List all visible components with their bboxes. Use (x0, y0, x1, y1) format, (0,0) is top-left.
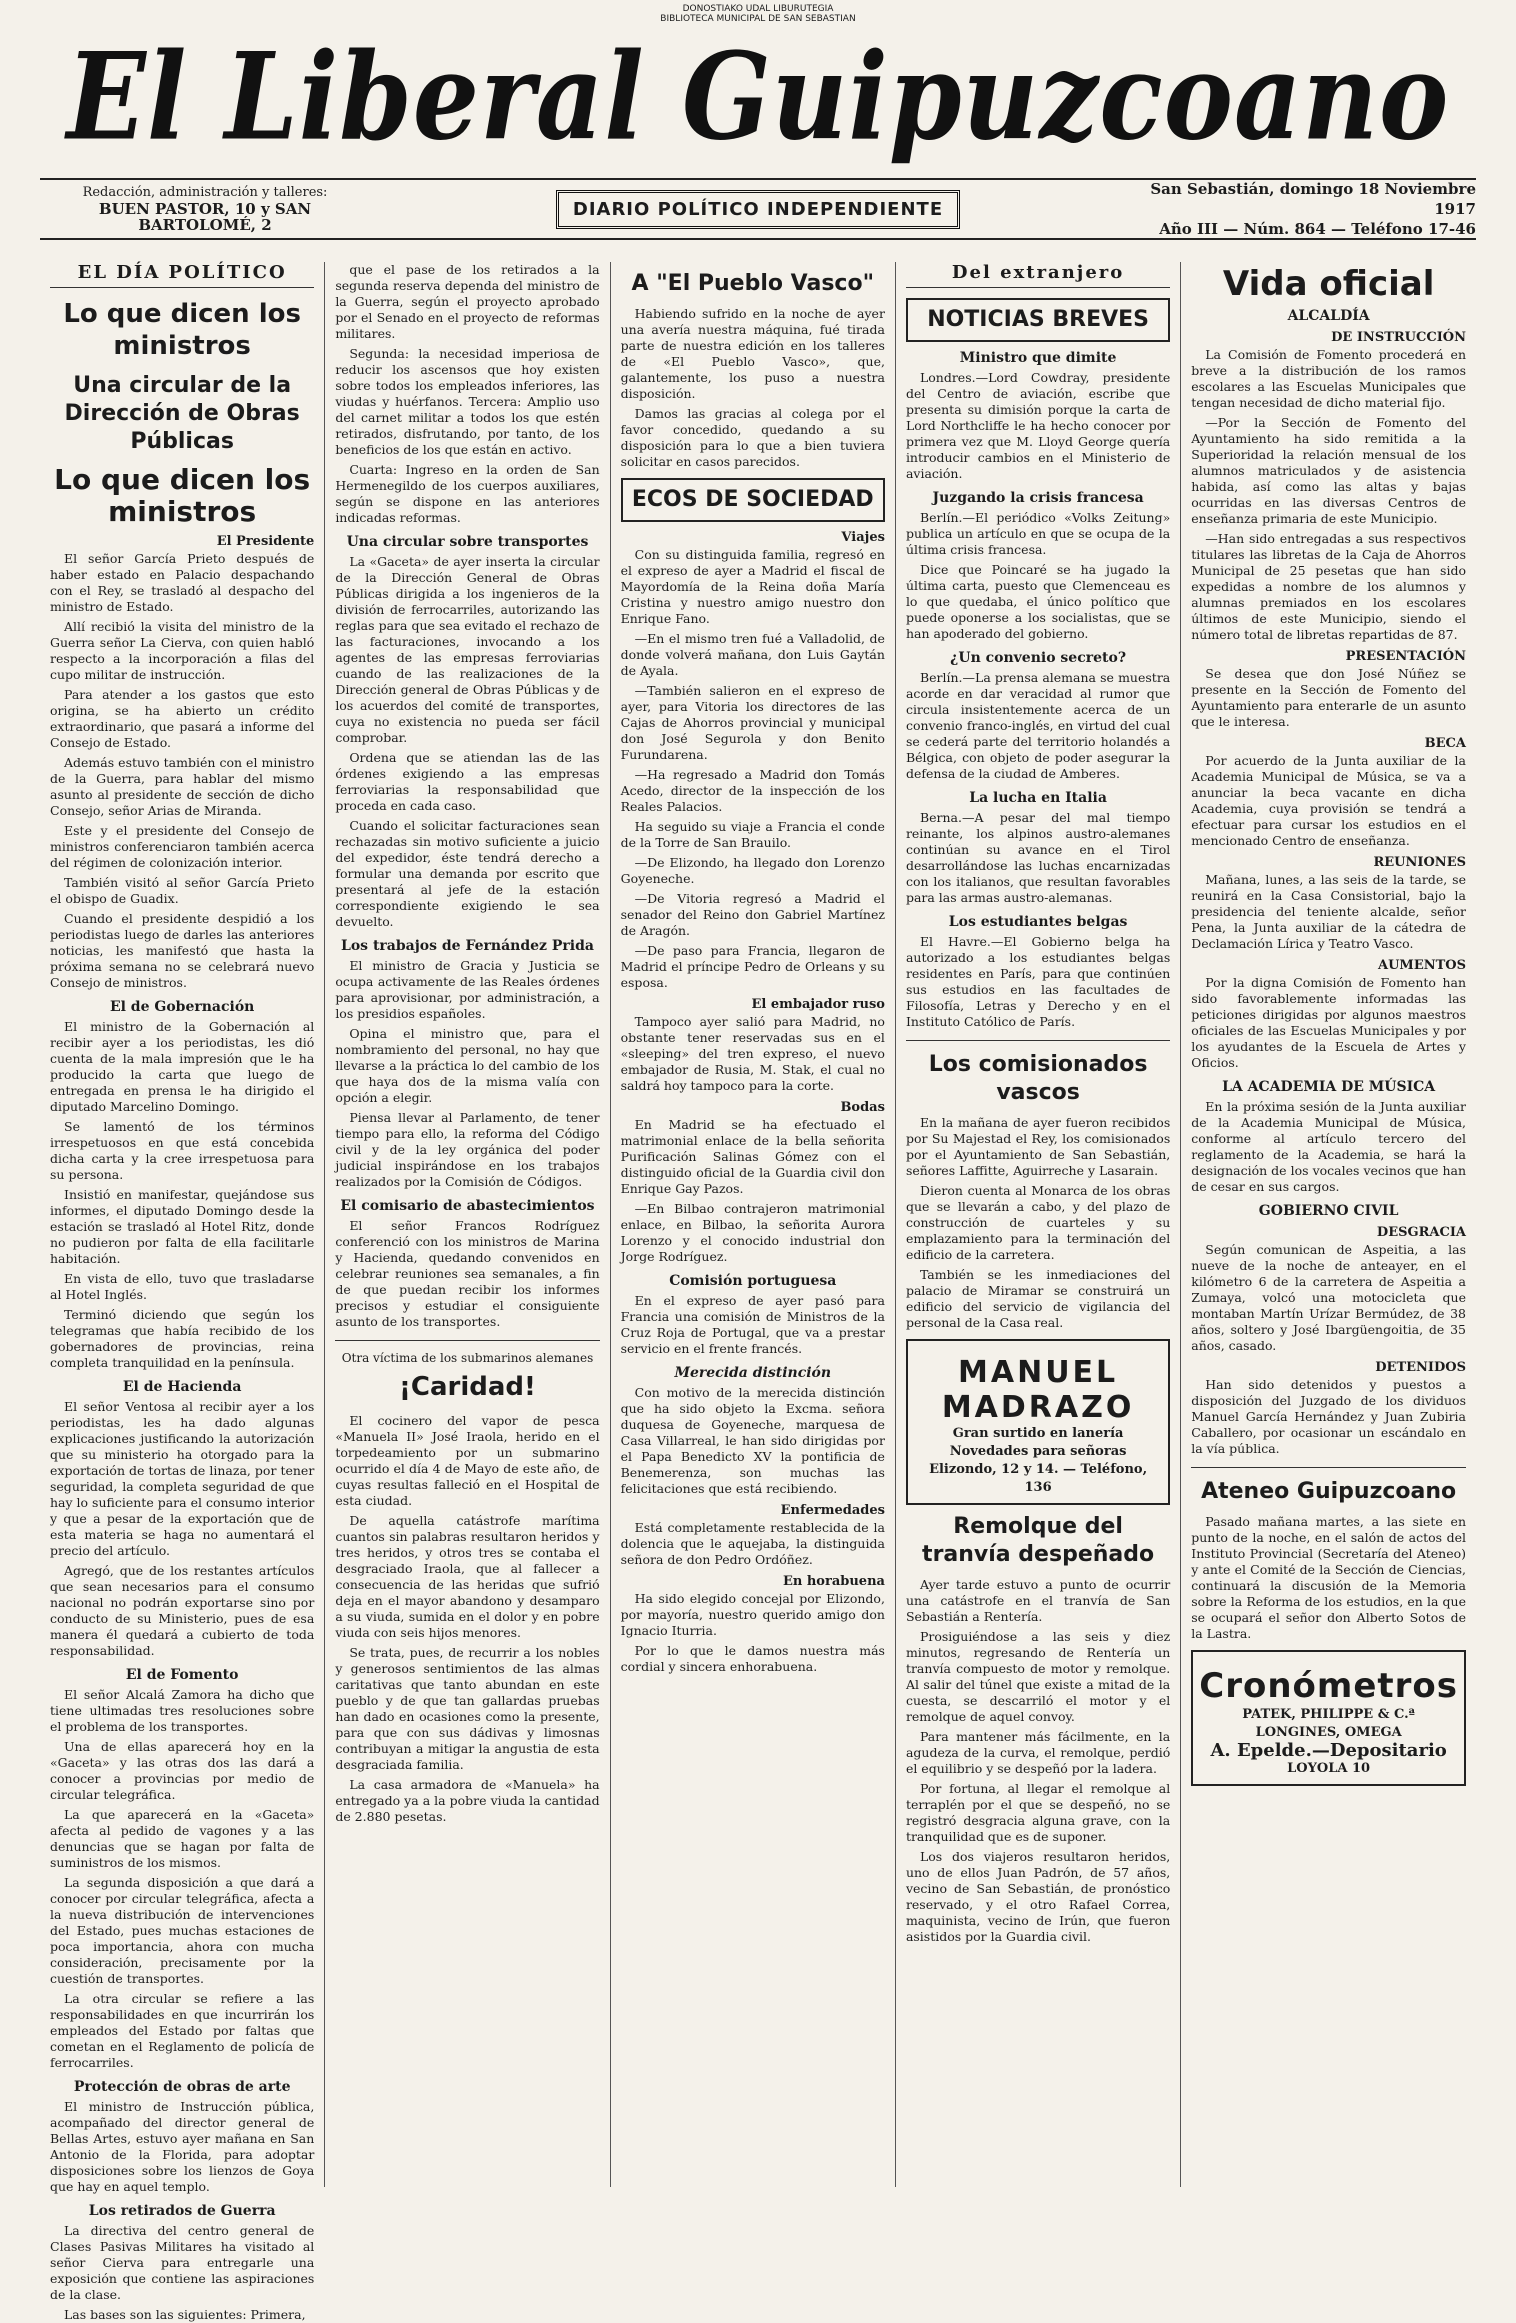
paragraph: Dice que Poincaré se ha jugado la última carta, puesto que Clemenceau es lo que quedaba, el único político que puede oponerse a los socialistas, que se han apoderado del gobierno. (905, 562, 1171, 641)
ad-line: Elizondo, 12 y 14. — Teléfono, 136 (929, 1462, 1148, 1495)
subheading: El comisario de abastecimientos (340, 1198, 595, 1214)
paragraph: En vista de ello, tuvo que trasladarse al Hotel Inglés. (50, 1271, 315, 1302)
advertisement-madrazo (906, 1339, 1170, 1505)
column-3 (611, 262, 896, 2187)
paragraph: Este y el presidente del Consejo de ministros conferenciaron también acerca del régimen de colonización interior. (50, 823, 315, 870)
paragraph: También se les inmediaciones del palacio de Miramar se construirá un edificio del servicio de vigilancia del personal de la Casa real. (905, 1267, 1171, 1330)
paragraph: Las bases son las siguientes: Primera, (64, 2307, 306, 2322)
political-tagline: DIARIO POLÍTICO INDEPENDIENTE (556, 190, 960, 229)
subheading: Los estudiantes belgas (948, 914, 1128, 930)
paragraph: Ordena que se atiendan las de las órdenes exigiendo a las empresas ferroviarias la responsabilidad que proceda en cada caso. (335, 750, 600, 813)
paragraph: Prosiguiéndose a las seis y diez minutos, regresando de Rentería un tranvía compuesto de motor y remolque. Al salir del túnel que existe a mitad de la cuesta, se descarriló el motor y el remolque de aquel convoy. (905, 1629, 1171, 1724)
headline: Lo que dicen los ministros (63, 299, 301, 361)
paragraph: La directiva del centro general de Clases Pasivas Militares ha visitado al señor Cierva para entregarle una exposición que contiene las aspiraciones de la clase. (50, 2223, 315, 2302)
headline: Lo que dicen los ministros (54, 463, 311, 528)
subheading: DE INSTRUCCIÓN (1331, 330, 1466, 345)
paragraph: —De Vitoria regresó a Madrid el senador del Reino don Gabriel Martínez de Aragón. (620, 891, 885, 938)
paragraph: —Por la Sección de Fomento del Ayuntamiento ha sido remitida a la Superioridad la relación mensual de los alumnos matriculados y de asistencia habida, así como las altas y bajas ocurridas en las diversas Centros de enseñanza primaria de este Municipio. (1191, 415, 1466, 526)
subheading: La lucha en Italia (969, 790, 1107, 806)
subheading: El Presidente (216, 534, 315, 549)
address-label: Redacción, administración y talleres: (82, 185, 328, 200)
ad-line: Novedades para señoras (949, 1444, 1127, 1459)
column-2 (325, 262, 610, 2187)
address-text: BUEN PASTOR, 10 y SAN BARTOLOMÉ, 2 (98, 200, 312, 234)
section-box (621, 478, 885, 522)
paragraph: Por la digna Comisión de Fomento han sido favorablemente informadas las peticiones dirigidas por algunos maestros oficiales de las Escuelas Municipales y por los ayudantes de la Escuela de Artes y Oficios. (1191, 975, 1466, 1070)
paragraph: Además estuvo también con el ministro de la Guerra, para hablar del mismo asunto al presidente de sección de dicho Consejo, señor Arias de Miranda. (50, 755, 315, 818)
divider (906, 1040, 1170, 1041)
paragraph: —De paso para Francia, llegaron de Madrid el príncipe Pedro de Orleans y su esposa. (620, 943, 885, 990)
issue-number: Año III — Núm. 864 — Teléfono 17-46 (1159, 220, 1476, 238)
address-block (40, 185, 370, 233)
ad-name: MANUEL MADRAZO (941, 1355, 1135, 1425)
paragraph: Se trata, pues, de recurrir a los nobles y generosos sentimientos de las almas caritativas que tanto abundan en este pueblo y de que tan gallardas pruebas han dado en ocasiones como la presente, para que con sus dádivas y limosnas contribuyan a mitigar la angustia de esta desgraciada familia. (335, 1645, 600, 1772)
subheading: GOBIERNO CIVIL (1258, 1203, 1399, 1219)
paragraph: Por lo que le damos nuestra más cordial y sincera enhorabuena. (620, 1643, 885, 1674)
subheading: El de Fomento (125, 1667, 239, 1683)
paragraph: Berna.—A pesar del mal tiempo reinante, los alpinos austro-alemanes continúan su avance en el Tirol desarrollándose las luchas encarnizadas con los italianos, que resultan favorables para las armas austro-alemanas. (905, 810, 1171, 905)
paragraph: Ha seguido su viaje a Francia el conde de la Torre de San Brauilo. (620, 819, 885, 850)
paragraph: Está completamente restablecida de la dolencia que le aquejaba, la distinguida señora de don Pedro Ordóñez. (620, 1520, 885, 1567)
paragraph: En la mañana de ayer fueron recibidos por Su Majestad el Rey, los comisionados por el Ayuntamiento de San Sebastián, señores Laffitte, Aguirreche y Lasarain. (905, 1115, 1171, 1178)
headline: A "El Pueblo Vasco" (631, 271, 875, 296)
paragraph: Para atender a los gastos que esto origina, se ha abierto un crédito extraordinario, que pasará a informe del Consejo de Estado. (50, 687, 315, 750)
headline: ECOS DE SOCIEDAD (631, 487, 874, 512)
subheading: Protección de obras de arte (73, 2079, 291, 2095)
paragraph: La «Gaceta» de ayer inserta la circular de la Dirección General de Obras Públicas dirigida a los ingenieros de la división de ferrocarriles, autorizando las reglas para que sea evitado el rechazo de las facturaciones, invocando a los agentes de las empresas ferroviarias cuando de las realizaciones de la Dirección general de Obras Públicas y de los acuerdos del comité de transportes, cuya no existencia no pueda ser fácil comprobar. (335, 554, 600, 745)
paragraph: Con su distinguida familia, regresó en el expreso de ayer a Madrid el fiscal de Mayordomía de la Reina doña María Cristina y nuestro amigo nuestro don Enrique Fano. (620, 547, 885, 626)
paragraph: El ministro de Instrucción pública, acompañado del director general de Bellas Artes, estuvo ayer mañana en San Antonio de la Florida, para adoptar disposiciones sobre los lienzos de Goya que hay en aquel templo. (50, 2099, 315, 2194)
subheading: DESGRACIA (1376, 1225, 1466, 1240)
subheading: El de Gobernación (109, 999, 255, 1015)
ad-line: PATEK, PHILIPPE & C.ª (1242, 1707, 1415, 1722)
info-bar (40, 178, 1476, 240)
paragraph: Dieron cuenta al Monarca de los obras que se llevarán a cabo, y del plazo de construcción de cuarteles y su emplazamiento para la terminación del edificio de la carretera. (905, 1183, 1171, 1262)
paragraph: El Havre.—El Gobierno belga ha autorizado a los estudiantes belgas residentes en París, para que continúen sus estudios en las facultades de Filosofía, Letras y Derecho y en el Instituto Católico de París. (905, 934, 1171, 1029)
subheading: Una circular sobre transportes (346, 534, 589, 550)
paragraph: —Han sido entregadas a sus respectivos titulares las libretas de la Caja de Ahorros Municipal de 25 pesetas que han sido expedidas a nombre de los alumnos y alumnas premiados en los escolares últimos de este Municipio, siendo el número total de libretas repartidas de 87. (1191, 531, 1466, 642)
paragraph: En Madrid se ha efectuado el matrimonial enlace de la bella señorita Purificación Salinas Gómez con el distinguido oficial de la Guardia civil don Enrique Gay Pazos. (620, 1117, 885, 1196)
paragraph: Por fortuna, al llegar el remolque al terraplén por el que se despeñó, no se registró desgracia alguna grave, con la tranquilidad que es de suponer. (905, 1781, 1171, 1844)
paragraph: La casa armadora de «Manuela» ha entregado ya a la pobre viuda la cantidad de 2.880 pesetas. (335, 1777, 600, 1824)
subheading: Los trabajos de Fernández Prida (341, 938, 594, 954)
column-5 (1181, 262, 1476, 2187)
subheading: ¿Un convenio secreto? (950, 650, 1127, 666)
paragraph: Damos las gracias al colega por el favor concedido, quedando a su disposición para lo que a bien tuviera solicitar en casos parecidos. (620, 406, 885, 469)
paragraph: Ha sido elegido concejal por Elizondo, por mayoría, nuestro querido amigo don Ignacio Iturria. (620, 1591, 885, 1638)
subheading: PRESENTACIÓN (1345, 649, 1466, 664)
subheading: Los retirados de Guerra (88, 2203, 276, 2219)
headline: Ateneo Guipuzcoano (1201, 1479, 1457, 1504)
paragraph: Berlín.—El periódico «Volks Zeitung» publica un artículo en que se ocupa de la última crisis francesa. (905, 510, 1171, 557)
ad-line: Gran surtido en lanería (952, 1426, 1124, 1441)
paragraph: Los dos viajeros resultaron heridos, uno de ellos Juan Padrón, de 57 años, vecino de San Sebastián, de pronóstico reservado, y el otro Rafael Correa, maquinista, vecino de Irún, que fueron asistidos por la Guardia civil. (905, 1849, 1171, 1944)
paragraph: —Ha regresado a Madrid don Tomás Acedo, director de la inspección de los Reales Palacios. (620, 767, 885, 814)
paragraph: Londres.—Lord Cowdray, presidente del Centro de aviación, escribe que presenta su dimisión porque la carta de Lord Northcliffe le ha hecho conocer por primera vez que M. Lloyd George quería introducir cambios en el Ministerio de aviación. (905, 370, 1171, 481)
headline: ¡Caridad! (399, 1372, 536, 1402)
paragraph: Cuando el solicitar facturaciones sean rechazadas sin motivo suficiente a juicio del expedidor, éste tendrá derecho a formular una demanda por escrito que presentará al jefe de la estación correspondiente exigiendo le sea devuelto. (335, 818, 600, 929)
section-title: EL DÍA POLÍTICO (50, 262, 314, 288)
paragraph: La segunda disposición a que dará a conocer por circular telegráfica, afecta a la nueva distribución de intervenciones del Estado, pues muchas estaciones de poca importancia, ahora con mucha consideración, precisamente por la cuestión de transportes. (50, 1875, 315, 1986)
ad-title: Cronómetros (1199, 1666, 1458, 1706)
advertisement-cronometros (1191, 1650, 1466, 1786)
paragraph: —De Elizondo, ha llegado don Lorenzo Goyeneche. (620, 855, 885, 886)
paragraph: La Comisión de Fomento procederá en breve a la distribución de los ramos escolares a las Escuelas Municipales que tengan necesidad de dicho material fijo. (1191, 347, 1466, 410)
subheading: BECA (1424, 736, 1466, 751)
subheading: Bodas (840, 1100, 885, 1115)
paragraph: —En el mismo tren fué a Valladolid, de donde volverá mañana, don Luis Gaytán de Ayala. (620, 631, 885, 678)
paragraph: El señor Ventosa al recibir ayer a los periodistas, les ha dado algunas explicaciones justificando la autorización que su ministerio ha otorgado para la exportación de tortas de linaza, por tener seguridad, la completa seguridad de que hay lo suficiente para el consumo interior y que a pesar de la exportación que de esta materia se haga no aumentará el precio del artículo. (50, 1399, 315, 1558)
divider (1191, 1467, 1466, 1468)
subheading: Comisión portuguesa (669, 1273, 837, 1289)
subheading: ALCALDÍA (1287, 308, 1370, 324)
paragraph: El señor Francos Rodríguez conferenció con los ministros de Marina y Hacienda, quedando convenidos en celebrar reuniones sea semanales, a fin de que puedan recibir los informes precisos y estudiar el consiguiente asunto de los transportes. (335, 1218, 600, 1329)
article-columns (40, 262, 1476, 2322)
paragraph: El ministro de Gracia y Justicia se ocupa activamente de las Reales órdenes para aprovisionar, por administración, a los presidios españoles. (335, 958, 600, 1021)
section-title: Del extranjero (906, 262, 1170, 288)
issue-date: San Sebastián, domingo 18 Noviembre 1917 (1150, 180, 1476, 218)
paragraph: El señor García Prieto después de haber estado en Palacio despachando con el Rey, se trasladó al despacho del ministro de Estado. (50, 551, 315, 614)
paragraph: Han sido detenidos y puestos a disposición del Juzgado de los dividuos Manuel García Hernández y Juan Zubiria Caballero, por ocasionar un escándalo en la vía pública. (1191, 1377, 1466, 1456)
headline: Vida oficial (1222, 264, 1435, 304)
masthead-title: El Liberal Guipuzcoano (66, 25, 1450, 168)
paragraph: También visitó al señor García Prieto el obispo de Guadix. (50, 875, 315, 906)
paragraph: —En Bilbao contrajeron matrimonial enlace, en Bilbao, la señorita Aurora Lorenzo y el conocido industrial don Jorge Rodríguez. (620, 1201, 885, 1264)
paragraph: Habiendo sufrido en la noche de ayer una avería nuestra máquina, fué tirada parte de nuestra edición en los talleres de «El Pueblo Vasco», que, galantemente, los puso a nuestra disposición. (620, 306, 885, 401)
subheading: Enfermedades (780, 1503, 885, 1518)
column-4 (896, 262, 1181, 2187)
headline: NOTICIAS BREVES (927, 307, 1149, 332)
headline: Remolque del tranvía despeñado (922, 1514, 1155, 1567)
paragraph: El ministro de la Gobernación al recibir ayer a los periodistas, les dió cuenta de la mala impresión que le ha producido la carta que luego de entregada en prensa le ha dirigido el diputado Marcelino Domingo. (50, 1019, 315, 1114)
subheading: Ministro que dimite (959, 350, 1117, 366)
paragraph: Berlín.—La prensa alemana se muestra acorde en dar veracidad al rumor que circula insistentemente acerca de un convenio franco-inglés, en virtud del cual se cederá parte del territorio holandés a Bélgica, con objeto de poder asegurar la defensa de la ciudad de Amberes. (905, 670, 1171, 781)
archive-stamp-line2: BIBLIOTECA MUNICIPAL DE SAN SEBASTIAN (660, 14, 856, 24)
box-caption: Otra víctima de los submarinos alemanes (341, 1351, 594, 1365)
paragraph: —También salieron en el expreso de ayer, para Vitoria los directores de las Cajas de Ahorros provincial y municipal don José Segurola y don Benito Furundarena. (620, 683, 885, 762)
headline: Los comisionados vascos (928, 1052, 1148, 1105)
paragraph: Se desea que don José Núñez se presente en la Sección de Fomento del Ayuntamiento para enterarle de un asunto que le interesa. (1191, 666, 1466, 729)
subheading: Merecida distinción (674, 1365, 832, 1381)
paragraph: De aquella catástrofe marítima cuantos sin palabras resultaron heridos y tres heridos, y otros tres se contaba el desgraciado Iraola, que al fallecer a consecuencia de las heridas que sufrió deja en el mayor abandono y desamparo a su viuda, sumida en el dolor y en pobre viuda con seis hijos menores. (335, 1513, 600, 1640)
ad-line: LOYOLA 10 (1287, 1761, 1371, 1776)
paragraph: Tampoco ayer salió para Madrid, no obstante tener reservadas sus en el «sleeping» del tren expreso, el nuevo embajador de Rusia, M. Stak, el cual no saldrá hoy tampoco para la corte. (620, 1014, 885, 1093)
paragraph: Pasado mañana martes, a las siete en punto de la noche, en el salón de actos del Instituto Provincial (Secretaría del Ateneo) y ante el Comité de la Sección de Ciencias, continuará la discusión de la Memoria sobre la Reforma de los estudios, en la que se ocupará el señor don Alberto Sotos de la Lastra. (1191, 1514, 1466, 1641)
subheading: AUMENTOS (1378, 958, 1466, 973)
paragraph: Mañana, lunes, a las seis de la tarde, se reunirá en la Casa Consistorial, bajo la presidencia del teniente alcalde, señor Pena, la Junta auxiliar de la cátedra de Declamación Lírica y Teatro Vasco. (1191, 872, 1466, 951)
paragraph: Cuando el presidente despidió a los periodistas luego de darles las anteriores noticias, les manifestó que hasta la próxima semana no se celebrará nuevo Consejo de ministros. (50, 911, 315, 990)
paragraph: En el expreso de ayer pasó para Francia una comisión de Ministros de la Cruz Roja de Portugal, que va a prestar servicio en el frente francés. (620, 1293, 885, 1356)
subheading: Juzgando la crisis francesa (932, 490, 1144, 506)
paragraph: Agregó, que de los restantes artículos que sean necesarios para el consumo nacional no podrán exportarse sino por conducto de su Ministerio, pues de esa manera él quedará a cubierto de toda responsabilidad. (50, 1563, 315, 1658)
ad-line: A. Epelde.—Depositario (1210, 1740, 1447, 1761)
paragraph: Insistió en manifestar, quejándose sus informes, el diputado Domingo desde la estación se trasladó al Hotel Ritz, donde no pudieron por falta de ella facilitarle habitación. (50, 1187, 315, 1266)
column-1 (40, 262, 325, 2322)
subheading: El embajador ruso (751, 997, 885, 1012)
paragraph: Cuarta: Ingreso en la orden de San Hermenegildo de los cuerpos auxiliares, según se dispone en las anteriores indicadas reformas. (335, 462, 600, 525)
masthead (40, 22, 1476, 172)
section-box (906, 298, 1170, 342)
paragraph: Segunda: la necesidad imperiosa de reducir los ascensos que hoy existen sobre todos los empleados inferiores, las viudas y huérfanos. Tercera: Amplio uso del carnet militar a todos los que estén retirados, disfrutando, por tanto, de los beneficios de los que están en activo. (335, 346, 600, 457)
paragraph: Ayer tarde estuvo a punto de ocurrir una catástrofe en el tranvía de San Sebastián a Rentería. (905, 1577, 1171, 1624)
ad-line: LONGINES, OMEGA (1255, 1725, 1402, 1740)
headline: Una circular de la Dirección de Obras Públicas (64, 373, 300, 454)
paragraph: Con motivo de la merecida distinción que ha sido objeto la Excma. señora duquesa de Goyeneche, marquesa de Casa Villarreal, le han sido dirigidas por el Papa Benedicto XV la pontificia de Benemerenza, son muchas las felicitaciones que está recibiendo. (620, 1385, 885, 1496)
paragraph: La otra circular se refiere a las responsabilidades en que incurrirán los empleados del Estado por faltas que cometan en el Reglamento de policía de ferrocarriles. (50, 1991, 315, 2070)
paragraph: El cocinero del vapor de pesca «Manuela II» José Iraola, herido en el torpedeamiento por un submarino ocurrido el día 4 de Mayo de este año, de cuyas resultas falleció en el Hospital de esta ciudad. (335, 1413, 600, 1508)
subheading: LA ACADEMIA DE MÚSICA (1222, 1079, 1436, 1095)
paragraph: Una de ellas aparecerá hoy en la «Gaceta» y las otras dos las dará a conocer a provincias por medio de circular telegráfica. (50, 1739, 315, 1802)
paragraph: Piensa llevar al Parlamento, de tener tiempo para ello, la reforma del Código civil y de la ley orgánica del poder judicial inspirándose en los trabajos realizados por la Comisión de Códigos. (335, 1110, 600, 1189)
divider (335, 1340, 599, 1341)
paragraph: Para mantener más fácilmente, en la agudeza de la curva, el remolque, perdió el equilibrio y se despeñó por la ladera. (905, 1729, 1171, 1776)
paragraph: Por acuerdo de la Junta auxiliar de la Academia Municipal de Música, se va a anunciar la beca vacante en dicha Academia, cuya provisión se tendrá a efectuar para cursar los estudios en el mencionado Centro de enseñanza. (1191, 753, 1466, 848)
subheading: REUNIONES (1373, 855, 1466, 870)
paragraph: Opina el ministro que, para el nombramiento del personal, no hay que llevarse a la práctica lo del cambio de los que haya dos de la misma valía con opción a elegir. (335, 1026, 600, 1105)
archive-stamp-line1: DONOSTIAKO UDAL LIBURUTEGIA (682, 4, 834, 14)
paragraph: Se lamentó de los términos irrespetuosos en que está concebida dicha carta y la cree irrespetuosa para su persona. (50, 1119, 315, 1182)
paragraph: En la próxima sesión de la Junta auxiliar de la Academia Municipal de Música, conforme al artículo tercero del reglamento de la Academia, se hará la designación de los vocales vecinos que han de cesar en sus cargos. (1191, 1099, 1466, 1194)
subheading: En horabuena (782, 1574, 885, 1589)
paragraph: Allí recibió la visita del ministro de la Guerra señor La Cierva, con quien habló respecto a la incorporación a filas del cupo militar de instrucción. (50, 619, 315, 682)
paragraph: que el pase de los retirados a la segunda reserva dependa del ministro de la Guerra, según el proyecto aprobado por el Senado en el proyecto de reformas militares. (335, 262, 600, 341)
subheading: El de Hacienda (122, 1379, 242, 1395)
paragraph: El señor Alcalá Zamora ha dicho que tiene ultimadas tres resoluciones sobre el problema de los transportes. (50, 1687, 315, 1734)
subheading: Viajes (841, 530, 885, 545)
paragraph: Terminó diciendo que según los telegramas que había recibido de los gobernadores de provincias, reina completa tranquilidad en la península. (50, 1307, 315, 1370)
paragraph: Según comunican de Aspeitia, a las nueve de la noche de anteayer, en el kilómetro 6 de la carretera de Aspeitia a Zumaya, volcó una motocicleta que montaban Martín Urízar Bermúdez, de 38 años, soltero y José Ibargüengoitia, de 35 años, casado. (1191, 1242, 1466, 1353)
issue-info (1146, 179, 1476, 239)
subheading: DETENIDOS (1375, 1360, 1466, 1375)
paragraph: La que aparecerá en la «Gaceta» afecta al pedido de vagones y a las denuncias que se hagan por falta de suministros de los mismos. (50, 1807, 315, 1870)
